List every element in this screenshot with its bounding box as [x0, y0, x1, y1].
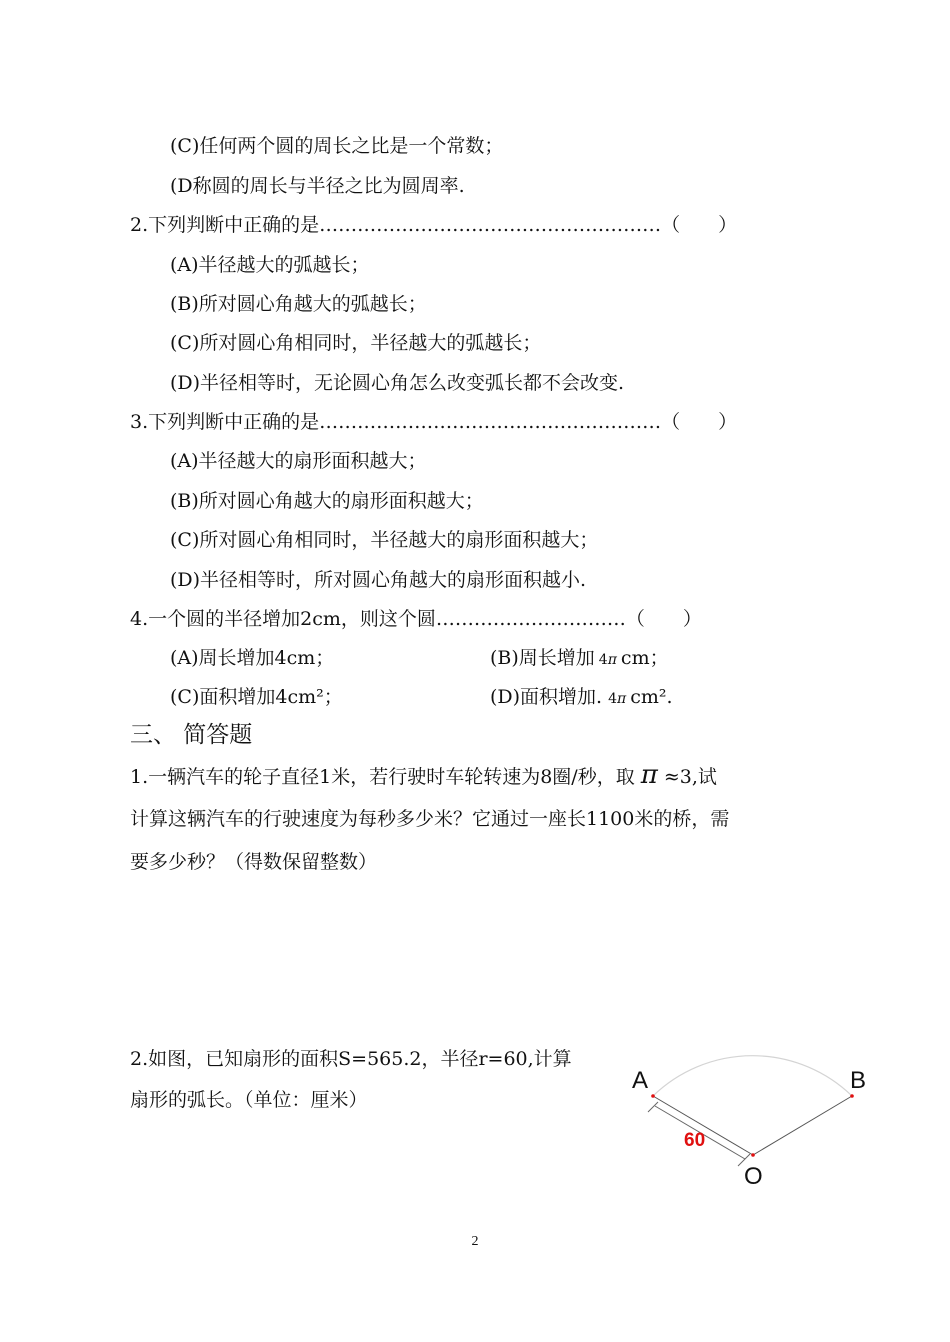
label-a: A	[632, 1067, 649, 1094]
option-2a: (A)半径越大的弧越长；	[170, 254, 370, 276]
option-4d-unit: cm².	[630, 686, 673, 708]
label-o: O	[744, 1163, 763, 1185]
question-2: 2.下列判断中正确的是………………………………………………（ ）	[130, 214, 738, 236]
point-o	[751, 1153, 755, 1157]
option-2c: (C)所对圆心角相同时，半径越大的弧越长；	[170, 332, 542, 354]
option-4a: (A)周长增加4cm；	[170, 647, 335, 669]
problem-1-line-2: 计算这辆汽车的行驶速度为每秒多少米？它通过一座长1100米的桥，需	[130, 808, 730, 830]
option-2b: (B)所对圆心角越大的弧越长；	[170, 293, 427, 315]
option-3c: (C)所对圆心角相同时，半径越大的扇形面积越大；	[170, 529, 599, 551]
option-3a: (A)半径越大的扇形面积越大；	[170, 450, 427, 472]
option-3b: (B)所对圆心角越大的扇形面积越大；	[170, 490, 484, 512]
radius-ob	[753, 1096, 852, 1155]
pi-symbol: π	[640, 760, 658, 790]
problem-1-approx: ≈3,试	[663, 766, 717, 788]
question-4: 4.一个圆的半径增加2cm，则这个圆…………………………（ ）	[130, 608, 702, 630]
point-a	[651, 1094, 655, 1098]
option-4b-prefix: (B)周长增加	[490, 647, 595, 669]
option-4b-unit: cm；	[620, 647, 669, 669]
label-b: B	[850, 1067, 867, 1094]
option-4d	[490, 684, 673, 712]
problem-1-line-1	[130, 762, 717, 790]
pi-symbol: π	[617, 691, 627, 707]
problem-2-line-1: 2.如图，已知扇形的面积S=565.2，半径r=60,计算	[130, 1048, 572, 1070]
question-3: 3.下列判断中正确的是………………………………………………（ ）	[130, 411, 738, 433]
option-1d: (D称圆的周长与半径之比为圆周率.	[170, 175, 465, 197]
sector-diagram	[620, 1030, 890, 1185]
problem-1-line-3: 要多少秒？（得数保留整数）	[130, 851, 378, 873]
point-b	[850, 1094, 854, 1098]
pi-symbol: π	[607, 652, 617, 668]
option-4b-coef: 4	[598, 652, 608, 668]
radius-label: 60	[684, 1130, 706, 1151]
option-1c: (C)任何两个圆的周长之比是一个常数；	[170, 135, 504, 157]
section-heading: 三、 简答题	[130, 722, 253, 748]
sector-arc	[653, 1056, 852, 1096]
option-2d: (D)半径相等时，无论圆心角怎么改变弧长都不会改变.	[170, 372, 625, 394]
option-4d-prefix: (D)面积增加.	[490, 686, 603, 708]
option-4c: (C)面积增加4cm²；	[170, 686, 343, 708]
option-4b	[490, 645, 669, 673]
option-3d: (D)半径相等时，所对圆心角越大的扇形面积越小.	[170, 569, 587, 591]
problem-1-text: 1.一辆汽车的轮子直径1米，若行驶时车轮转速为8圈/秒，取	[130, 766, 635, 788]
page-number: 2	[471, 1234, 479, 1249]
problem-2-line-2: 扇形的弧长。（单位：厘米）	[130, 1089, 368, 1111]
option-4d-coef: 4	[608, 691, 618, 707]
